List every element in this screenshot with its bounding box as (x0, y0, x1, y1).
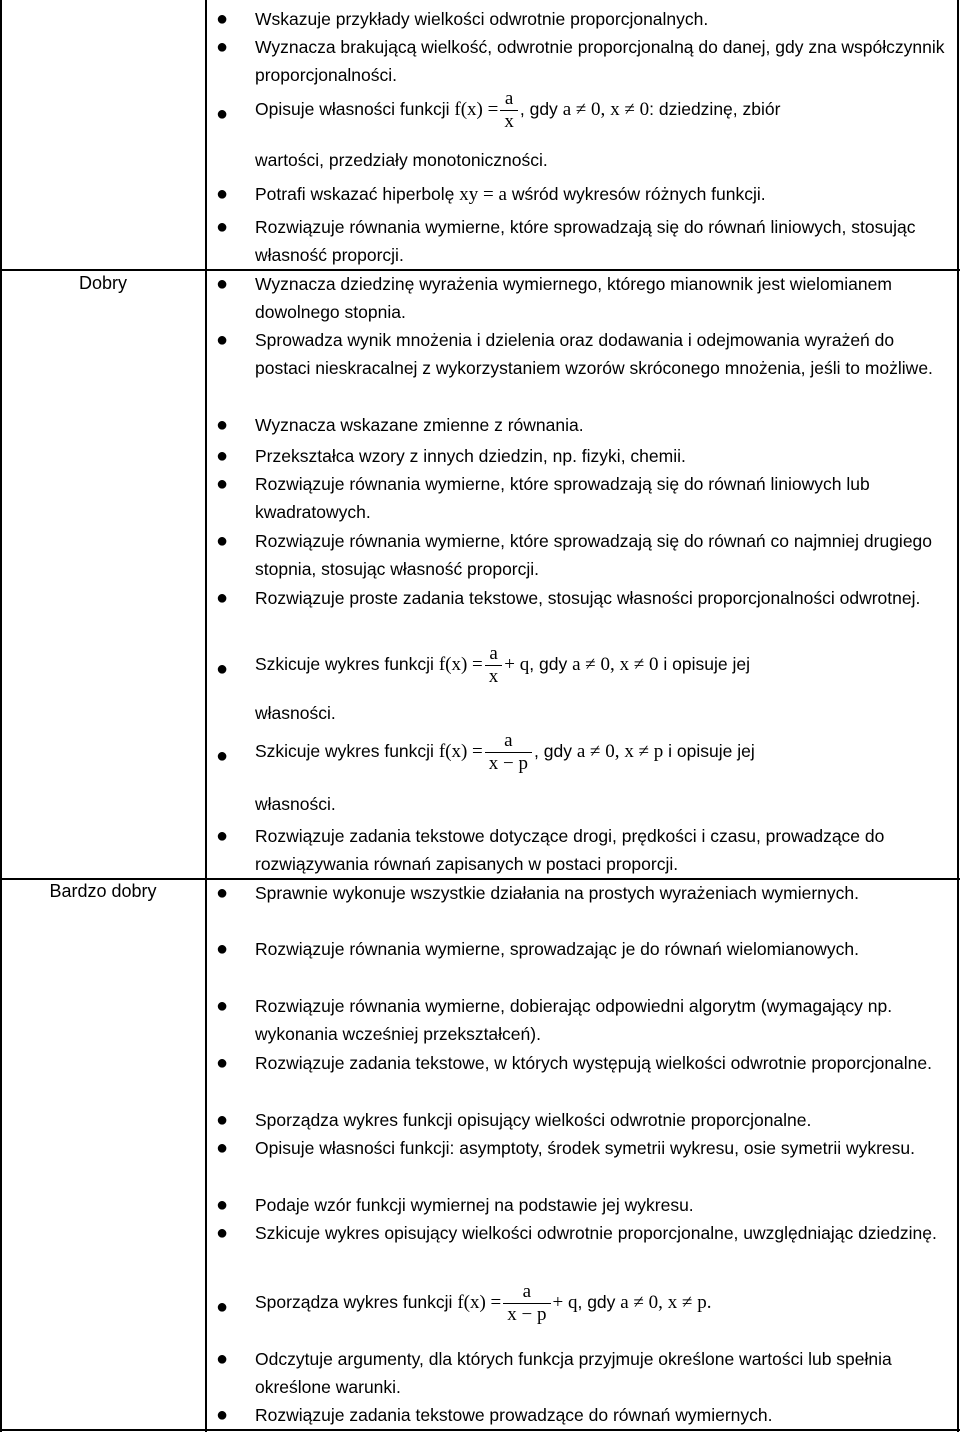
item-text: Rozwiązuje proste zadania tekstowe, stosując własności proporcjonalności odwrotnej. (255, 588, 921, 608)
bullet-icon: ● (216, 658, 229, 680)
formula-f (438, 643, 530, 688)
bullet-icon: ● (216, 445, 229, 467)
bullet-icon: ● (216, 1222, 229, 1244)
denominator: x (504, 111, 514, 133)
table-border-bottom (0, 1429, 960, 1431)
item-text: , gdy (519, 99, 558, 119)
bullet-icon: ● (216, 216, 229, 238)
item-text: Wskazuje przykłady wielkości odwrotnie proporcjonalnych. (255, 9, 709, 29)
numerator: a (503, 1281, 550, 1304)
fraction (503, 1281, 550, 1326)
item-text: Opisuje własności funkcji: asymptoty, środek symetrii wykresu, osie symetrii wykresu. (255, 1138, 916, 1158)
formula-lhs: f(x) = (457, 1292, 502, 1313)
bullet-icon: ● (216, 1109, 229, 1131)
item-text: własności. (255, 794, 336, 814)
item-text: Rozwiązuje równania wymierne, dobierając odpowiedni algorytm (wymagający np. wykonania wcześniej przekształceń). (255, 996, 893, 1044)
bullet-icon: ● (216, 273, 229, 295)
denominator: x − p (507, 1304, 547, 1326)
condition-x: x ≠ p. (667, 1292, 712, 1313)
item-text: Sprawnie wykonuje wszystkie działania na prostych wyrażeniach wymiernych. (255, 883, 860, 903)
bullet-icon: ● (216, 1137, 229, 1159)
item-text: , gdy (529, 654, 568, 674)
bullet-icon: ● (216, 587, 229, 609)
item-text: Rozwiązuje równania wymierne, sprowadzając je do równań wielomianowych. (255, 939, 860, 959)
bullet-icon: ● (216, 473, 229, 495)
item-text: Rozwiązuje zadania tekstowe dotyczące drogi, prędkości i czasu, prowadzące do rozwiązywania równań zapisanych w postaci proporcji. (255, 826, 885, 874)
denominator: x − p (488, 753, 528, 775)
bullet-icon: ● (216, 745, 229, 767)
item-text: wśród wykresów różnych funkcji. (511, 184, 766, 204)
formula-shift: + q (552, 1292, 578, 1313)
item-text: Wyznacza brakującą wielkość, odwrotnie proporcjonalną do danej, gdy zna współczynnik proporcjonalności. (255, 37, 945, 85)
condition-a: a ≠ 0, (576, 741, 620, 762)
bullet-icon: ● (216, 8, 229, 30)
bullet-icon: ● (216, 1348, 229, 1370)
item-text: i opisuje jej (668, 741, 755, 761)
item-text: , gdy (534, 741, 572, 761)
bullet-icon: ● (216, 995, 229, 1017)
numerator: a (485, 730, 532, 753)
condition-a: a ≠ 0, (572, 654, 615, 675)
grade-label-dobry: Dobry (78, 273, 127, 293)
bullet-icon: ● (216, 1052, 229, 1074)
table-divider (205, 0, 207, 1432)
item-text: Potrafi wskazać hiperbolę (255, 184, 455, 204)
condition-x: x ≠ 0 (619, 654, 659, 675)
bullet-icon: ● (216, 530, 229, 552)
formula-lhs: f(x) = (454, 99, 499, 120)
bullet-icon: ● (216, 882, 229, 904)
item-text: Opisuje własności funkcji (255, 99, 450, 119)
table-border-left (0, 0, 2, 1432)
item-text: własności. (255, 703, 336, 723)
item-formula-line (255, 180, 945, 209)
grade-label-bardzo-dobry: Bardzo dobry (49, 881, 157, 901)
item-text: Odczytuje argumenty, dla których funkcja przyjmuje określone wartości lub spełnia określone warunki. (255, 1349, 892, 1397)
item-text: Szkicuje wykres funkcji (255, 654, 434, 674)
item-text: Rozwiązuje zadania tekstowe, w których występują wielkości odwrotnie proporcjonalne. (255, 1053, 932, 1073)
formula-f (457, 1281, 578, 1326)
bullet-icon: ● (216, 1404, 229, 1426)
item-text: Rozwiązuje zadania tekstowe prowadzące do równań wymiernych. (255, 1405, 773, 1425)
bullet-icon: ● (216, 825, 229, 847)
fraction (485, 730, 532, 775)
table-border-right (957, 0, 959, 1432)
numerator: a (500, 88, 518, 111)
formula-lhs: f(x) = (438, 654, 483, 675)
bullet-icon: ● (216, 1194, 229, 1216)
item-text: Rozwiązuje równania wymierne, które sprowadzają się do równań liniowych lub kwadratowych. (255, 474, 870, 522)
condition-x: x ≠ 0 (610, 99, 650, 120)
bullet-icon: ● (216, 414, 229, 436)
bullet-icon: ● (216, 103, 229, 125)
item-text: Podaje wzór funkcji wymiernej na podstawie jej wykresu. (255, 1195, 694, 1215)
item-text: Sprowadza wynik mnożenia i dzielenia oraz dodawania i odejmowania wyrażeń do postaci nieskracalnej z wykorzystaniem wzorów skróconego mnożenia, jeśli to możliwe. (255, 330, 933, 378)
formula-f (454, 88, 519, 133)
item-formula-line (255, 726, 945, 777)
item-text: , gdy (577, 1292, 616, 1312)
item-text: Przekształca wzory z innych dziedzin, np. fizyki, chemii. (255, 446, 686, 466)
item-text: Sporządza wykres funkcji opisujący wielkości odwrotnie proporcjonalne. (255, 1110, 812, 1130)
formula-f (438, 730, 534, 775)
bullet-icon: ● (216, 183, 229, 205)
condition-a: a ≠ 0, (562, 99, 606, 120)
item-text: Wyznacza dziedzinę wyrażenia wymiernego, którego mianownik jest wielomianem dowolnego stopnia. (255, 274, 892, 322)
item-formula-line (255, 639, 945, 690)
condition-x: x ≠ p (624, 741, 664, 762)
item-text: Sporządza wykres funkcji (255, 1292, 453, 1312)
denominator: x (488, 666, 499, 688)
item-text: : dziedzinę, zbiór (649, 99, 781, 119)
item-text: Szkicuje wykres opisujący wielkości odwrotnie proporcjonalne, uwzględniając dziedzinę. (255, 1223, 937, 1243)
fraction (485, 643, 503, 688)
item-text: Szkicuje wykres funkcji (255, 741, 434, 761)
formula-shift: + q (504, 654, 530, 675)
item-text: Wyznacza wskazane zmienne z równania. (255, 415, 584, 435)
bullet-icon: ● (216, 1296, 229, 1318)
item-text: Rozwiązuje równania wymierne, które sprowadzają się do równań co najmniej drugiego stopnia, stosując własność proporcji. (255, 531, 933, 579)
formula-hyperbola: xy = a (459, 184, 507, 205)
condition-a: a ≠ 0, (620, 1292, 663, 1313)
item-text: Rozwiązuje równania wymierne, które sprowadzają się do równań liniowych, stosując własność proporcji. (255, 217, 916, 265)
fraction (500, 88, 518, 133)
bullet-icon: ● (216, 938, 229, 960)
bullet-icon: ● (216, 329, 229, 351)
item-text: i opisuje jej (663, 654, 750, 674)
item-formula-line (255, 84, 945, 135)
numerator: a (485, 643, 503, 666)
item-formula-line (255, 1277, 945, 1328)
formula-lhs: f(x) = (438, 741, 483, 762)
item-text: wartości, przedziały monotoniczności. (255, 150, 548, 170)
bullet-icon: ● (216, 36, 229, 58)
